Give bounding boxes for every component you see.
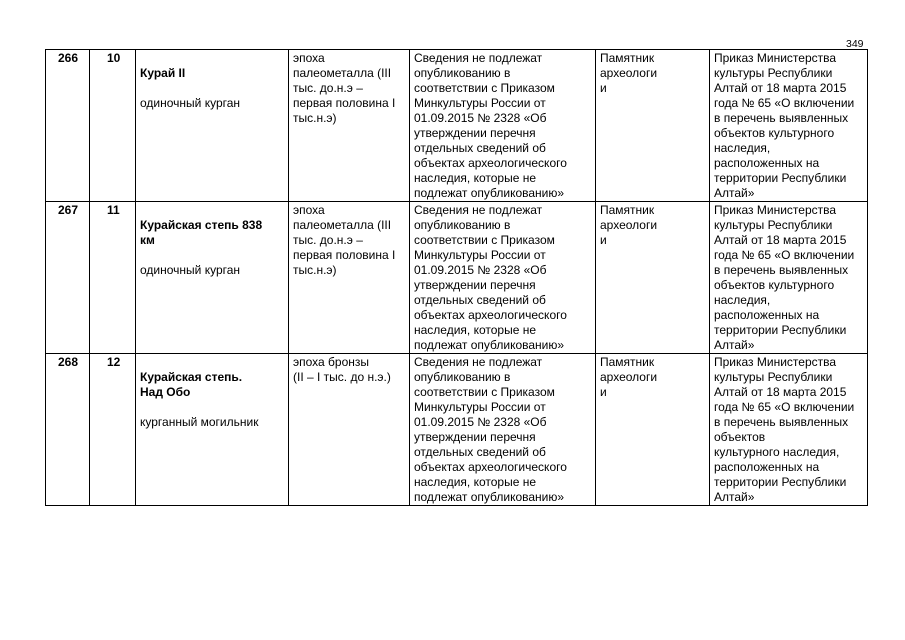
row-sub-number: 12 [90, 354, 136, 506]
object-type: одиночный курган [140, 263, 241, 277]
epoch-cell: эпоха бронзы (II – I тыс. до н.э.) [289, 354, 410, 506]
category-cell: Памятник археологи и [596, 354, 710, 506]
category-cell: Памятник археологи и [596, 202, 710, 354]
category-cell: Памятник археологи и [596, 50, 710, 202]
info-cell: Сведения не подлежат опубликованию в соответствии с Приказом Минкультуры России от 01.09.2015 № 2328 «Об утверждении перечня отдельных сведений об объектах археологического наследия, которые не подлежат опубликованию» [410, 354, 596, 506]
page-number: 349 [846, 38, 864, 50]
document-cell: Приказ Министерства культуры Республики Алтай от 18 марта 2015 года № 65 «О включении в перечень выявленных объектов культурного наследия, расположенных на территории Республики Алтай» [710, 202, 868, 354]
document-cell: Приказ Министерства культуры Республики Алтай от 18 марта 2015 года № 65 «О включении в перечень выявленных объектов культурного наследия, расположенных на территории Республики Алтай» [710, 50, 868, 202]
object-name: Курайская степь 838 км [140, 218, 263, 247]
row-sub-number: 11 [90, 202, 136, 354]
info-cell: Сведения не подлежат опубликованию в соответствии с Приказом Минкультуры России от 01.09.2015 № 2328 «Об утверждении перечня отдельных сведений об объектах археологического наследия, которые не подлежат опубликованию» [410, 202, 596, 354]
object-type: одиночный курган [140, 96, 241, 110]
epoch-cell: эпоха палеометалла (III тыс. до.н.э – первая половина I тыс.н.э) [289, 50, 410, 202]
table-row [46, 202, 868, 354]
epoch-cell: эпоха палеометалла (III тыс. до.н.э – первая половина I тыс.н.э) [289, 202, 410, 354]
row-number: 268 [46, 354, 90, 506]
document-cell: Приказ Министерства культуры Республики Алтай от 18 марта 2015 года № 65 «О включении в перечень выявленных объектов культурного наследия, расположенных на территории Республики Алтай» [710, 354, 868, 506]
object-name: Курайская степь. Над Обо [140, 370, 243, 399]
object-cell [136, 50, 289, 202]
object-cell [136, 354, 289, 506]
object-name: Курай II [140, 66, 186, 80]
table-row [46, 50, 868, 202]
table-row [46, 354, 868, 506]
row-sub-number: 10 [90, 50, 136, 202]
object-cell [136, 202, 289, 354]
row-number: 266 [46, 50, 90, 202]
row-number: 267 [46, 202, 90, 354]
info-cell: Сведения не подлежат опубликованию в соответствии с Приказом Минкультуры России от 01.09.2015 № 2328 «Об утверждении перечня отдельных сведений об объектах археологического наследия, которые не подлежат опубликованию» [410, 50, 596, 202]
object-type: курганный могильник [140, 415, 259, 429]
heritage-registry-table [45, 49, 868, 506]
